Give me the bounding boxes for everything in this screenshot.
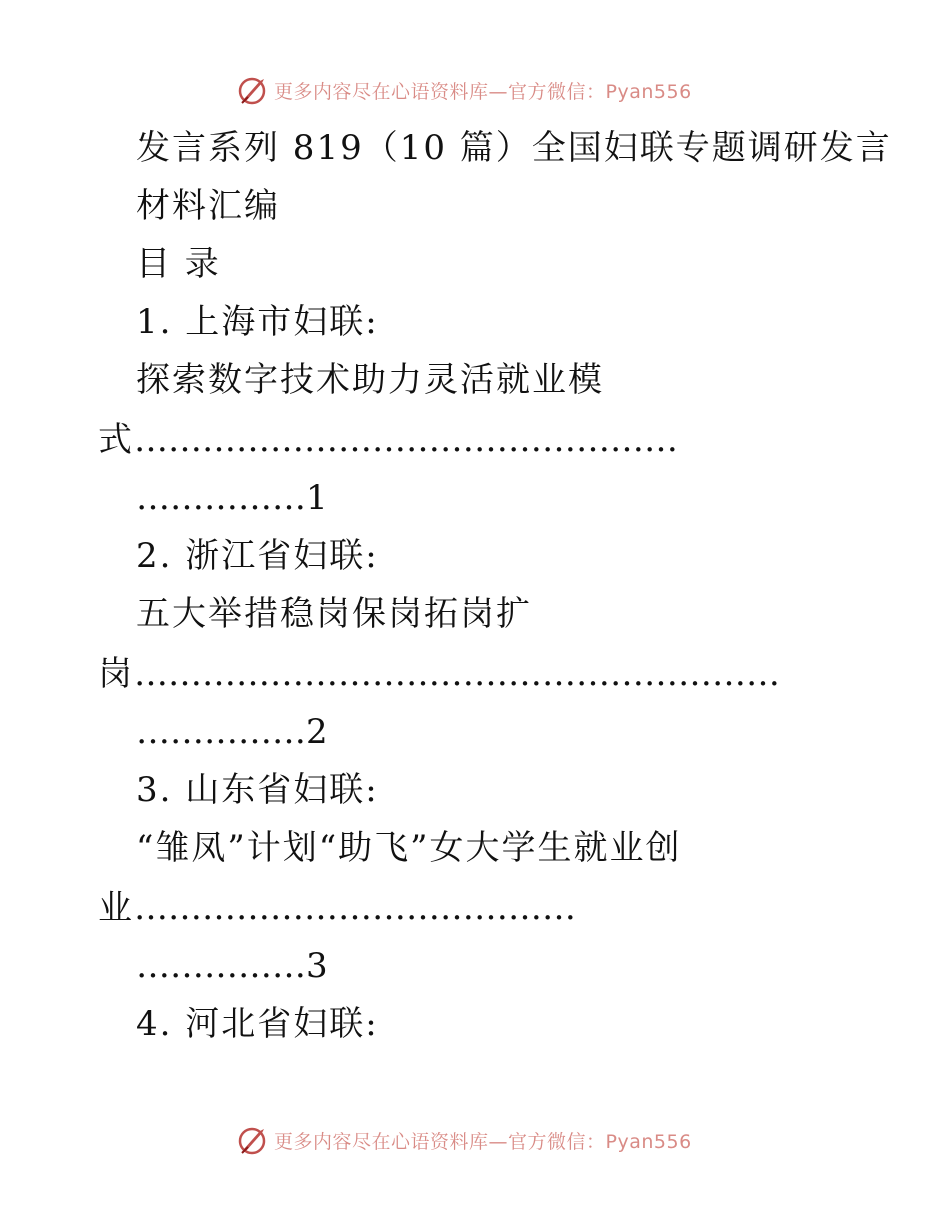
- toc-entry-1-page-line: [136, 478, 330, 518]
- toc-entry-1-page-number: 1: [306, 478, 330, 518]
- toc-entry-2-wrap-char: 岗: [98, 654, 134, 694]
- toc-entry-3-page-number: 3: [306, 946, 330, 986]
- toc-entry-2-subtitle: 五大举措稳岗保岗拓岗扩: [136, 594, 532, 634]
- toc-entry-1-wrap-char: 式: [98, 420, 134, 460]
- quill-pen-logo-icon: [236, 1123, 270, 1157]
- toc-entry-2-page-number: 2: [306, 712, 330, 752]
- toc-entry-3-page-line: [136, 946, 330, 986]
- watermark-banner-top: [236, 72, 692, 108]
- toc-entry-1-heading: 1. 上海市妇联:: [136, 302, 379, 342]
- toc-entry-1-leader: …………………………………………: [134, 420, 678, 460]
- toc-entry-2-leader2: ……………: [136, 712, 306, 752]
- toc-entry-1-leader-line: [98, 420, 678, 460]
- toc-entry-2-leader-line: [98, 654, 780, 694]
- toc-entry-2-heading: 2. 浙江省妇联:: [136, 536, 379, 576]
- toc-entry-1-leader2: ……………: [136, 478, 306, 518]
- toc-entry-2-page-line: [136, 712, 330, 752]
- toc-entry-3-heading: 3. 山东省妇联:: [136, 770, 379, 810]
- toc-entry-3-subtitle: “雏凤”计划“助飞”女大学生就业创: [136, 828, 682, 868]
- toc-entry-3-leader-line: [98, 888, 576, 928]
- watermark-banner-bottom: [236, 1122, 692, 1158]
- toc-entry-2-leader: …………………………………………………: [134, 654, 780, 694]
- toc-entry-3-leader2: ……………: [136, 946, 306, 986]
- toc-entry-4-heading: 4. 河北省妇联:: [136, 1004, 379, 1044]
- toc-heading: 目 录: [136, 244, 221, 284]
- toc-entry-3-leader: …………………………………: [134, 888, 576, 928]
- watermark-text: 更多内容尽在心语资料库—官方微信：Pyan556: [274, 1130, 692, 1153]
- document-title-line1: 发言系列 819（10 篇）全国妇联专题调研发言: [136, 128, 892, 168]
- toc-entry-3-wrap-char: 业: [98, 888, 134, 928]
- toc-entry-1-subtitle: 探索数字技术助力灵活就业模: [136, 360, 604, 400]
- quill-pen-logo-icon: [236, 73, 270, 107]
- document-title-line2: 材料汇编: [136, 186, 280, 226]
- watermark-text: 更多内容尽在心语资料库—官方微信：Pyan556: [274, 80, 692, 103]
